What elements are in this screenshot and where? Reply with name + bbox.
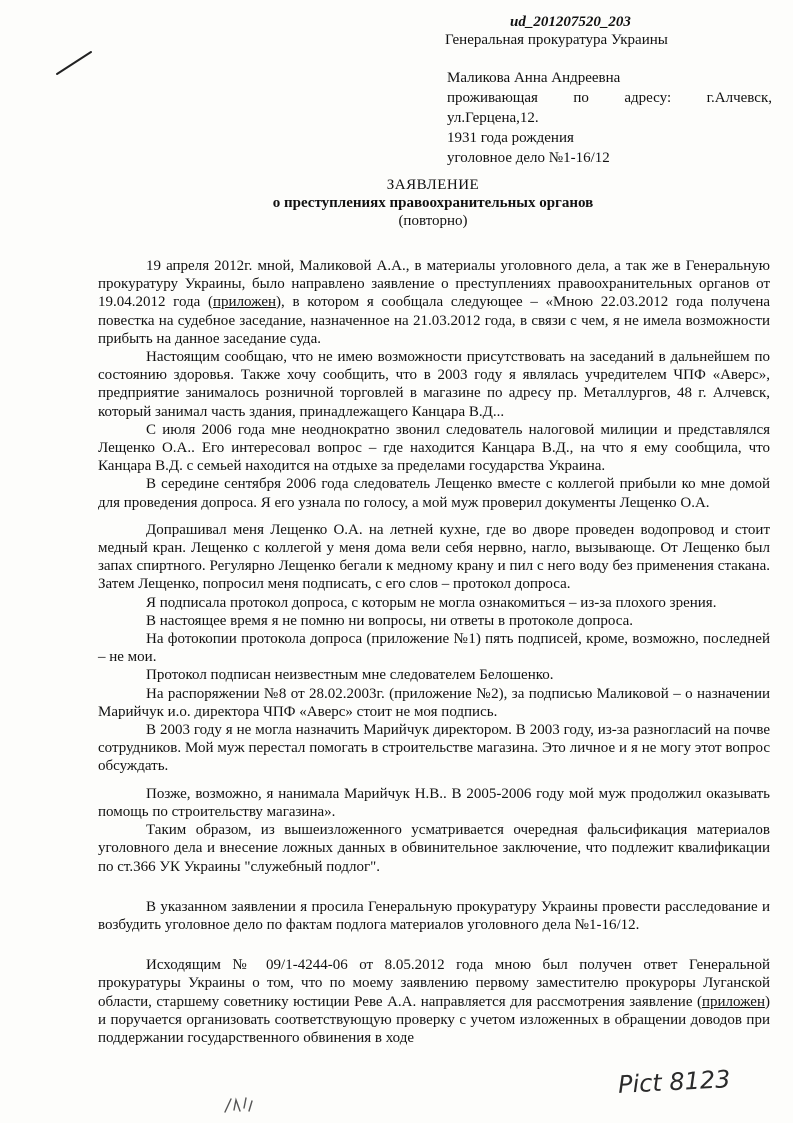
sender-name: Маликова Анна Андреевна [447, 70, 621, 86]
paragraph: Таким образом, из вышеизложенного усматривается очередная фальсификация материалов уголовного дела и внесение ложных данных в обвинительное заключение, что подлежит квалификации по ст.366 УК Украины "служебный подлог". [98, 822, 770, 875]
paragraph: В середине сентября 2006 года следователь Лещенко вместе с коллегой прибыли ко мне домой для проведения допроса. Я его узнала по голосу, а мой муж проверил документы Лещенко О.А. [98, 476, 770, 511]
paragraph: Исходящим № 09/1-4244-06 от 8.05.2012 года мною был получен ответ Генеральной прокуратуры Украины о том, что по моему заявлению первому заместителю прокуроры Луганской области, старшему советнику юстиции Реве А.А. направляется для рассмотрения заявление (приложен) и поручается организовать соответствующую проверку с учетом изложенных в обращении доводов при поддержании государственного обвинения в ходе [98, 957, 770, 1046]
document-id: ud_201207520_203 [510, 14, 631, 30]
paragraph: Допрашивал меня Лещенко О.А. на летней кухне, где во дворе проведен водопровод и стоит медный кран. Лещенко с коллегой у меня дома вели себя нервно, нагло, вызывающе. От Лещенко был запах спиртного. Регулярно Лещенко бегали к медному крану и пил с него воду без применения стакана. Затем Лещенко, попросил меня подписать, с его слов – протокол допроса. [98, 521, 770, 593]
paragraph: С июля 2006 года мне неоднократно звонил следователь налоговой милиции и представлялся Лещенко О.А.. Его интересовал вопрос – где находится Канцара В.Д., на что я ему сообщила, что Канцара В.Д. с семьей находится на отдыхе за пределами государства Украина. [98, 421, 770, 475]
paragraph: В 2003 году я не могла назначить Марийчук директором. В 2003 году, из-за разногласий на почве сотрудников. Мой муж перестал помогать в строительстве магазина. Это личное и я не могу этот вопрос обсуждать. [98, 722, 770, 775]
attachment-note: приложен [213, 294, 277, 311]
sender-birth-year: 1931 года рождения [447, 130, 574, 146]
paragraph: Позже, возможно, я нанимала Марийчук Н.В.. В 2005-2006 году мой муж продолжил оказывать помощь по строительству магазина». [98, 785, 770, 820]
subtitle-line: о преступлениях правоохранительных органов [272, 195, 594, 211]
paragraph: 19 апреля 2012г. мной, Маликовой А.А., в материалы уголовного дела, а так же в Генеральную прокуратуру Украины, было направлено заявление о преступлениях правоохранительных органов от 19.04.2012 года (приложен), в котором я сообщала следующее – «Мною 22.03.2012 года получена повестка на судебное заседание, назначенное на 21.03.2012 года, в связи с чем, я не имела возможности прибыть на данное заседание суда. [98, 258, 771, 347]
paragraph: В настоящее время я не помню ни вопросы, ни ответы в протоколе допроса. [146, 612, 634, 629]
paragraph: Протокол подписан неизвестным мне следователем Белошенко. [146, 667, 554, 684]
paragraph: На распоряжении №8 от 28.02.2003г. (приложение №2), за подписью Маликовой – о назначении Марийчук и.о. директора ЧПФ «Аверс» стоит не моя подпись. [98, 685, 770, 720]
sender-block [447, 68, 772, 168]
attachment-note: приложен [701, 993, 765, 1010]
sender-address-line-2: ул.Герцена,12. [447, 110, 539, 126]
paragraph: В указанном заявлении я просила Генеральную прокуратуру Украины провести расследование и возбудить уголовное дело по фактам подлога материалов уголовного дела №1-16/12. [98, 898, 770, 933]
paragraph: Настоящим сообщаю, что не имею возможности присутствовать на заседаний в дальнейшем по состоянию здоровья. Также хочу сообщить, что в 2003 году я являлась учредителем ЧПФ «Аверс», предприятие занималось розничной торговлей в магазине по адресу пр. Металлургов, 48 г. Алчевск, который занимал часть здания, принадлежащего Канцара В.Д... [98, 349, 770, 420]
pen-stroke-mark [55, 48, 95, 78]
document-body [98, 257, 770, 1047]
title-line: ЗАЯВЛЕНИЕ [386, 177, 480, 193]
paragraph: Я подписала протокол допроса, с которым не могла ознакомиться – из-за плохого зрения. [146, 594, 717, 611]
repeat-note: (повторно) [398, 213, 468, 229]
sender-case-number: уголовное дело №1-16/12 [447, 150, 610, 166]
scribble-mark [222, 1094, 256, 1116]
sender-address-line-1: проживающая по адресу: г.Алчевск, [447, 90, 772, 106]
paragraph: На фотокопии протокола допроса (приложение №1) пять подписей, кроме, возможно, последней – не мои. [98, 631, 770, 666]
recipient: Генеральная прокуратура Украины [445, 32, 668, 48]
document-title [98, 176, 768, 230]
handwritten-note: Pict 8123 [617, 1065, 732, 1099]
